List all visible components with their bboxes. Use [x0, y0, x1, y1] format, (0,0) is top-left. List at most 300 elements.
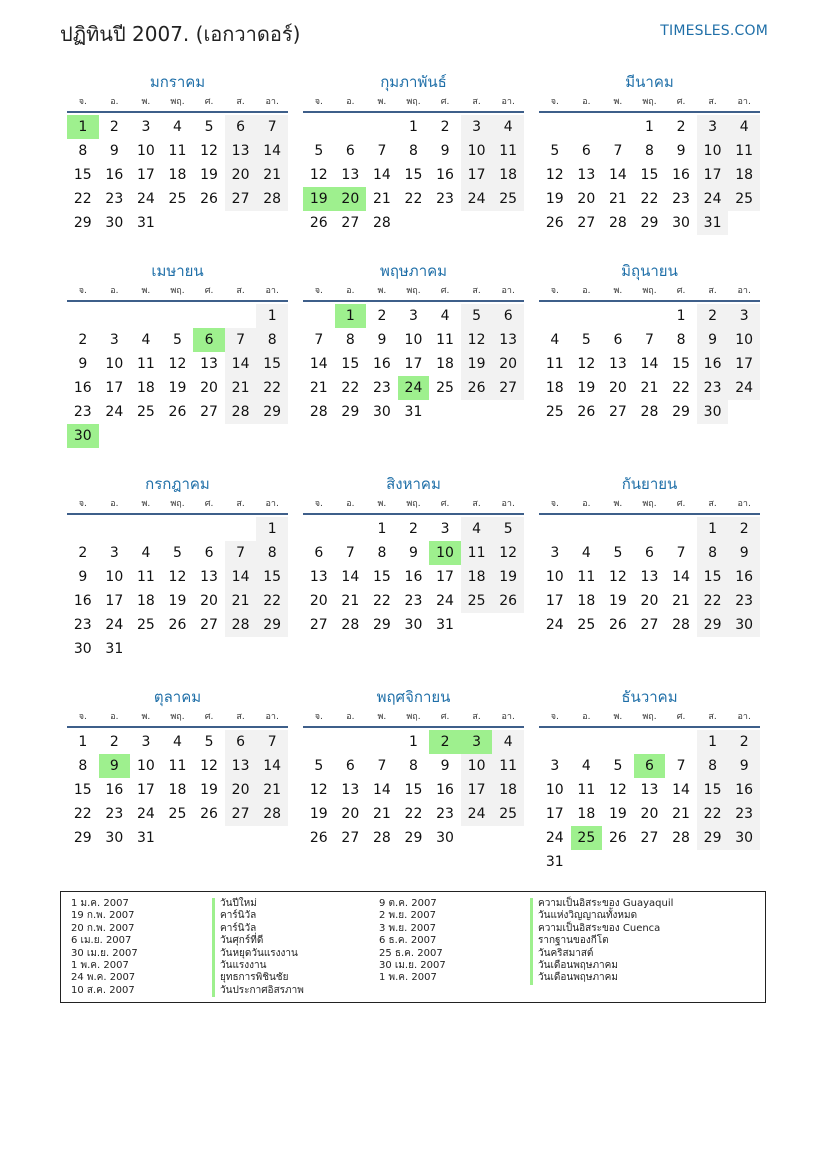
day-blank: [99, 517, 131, 541]
day-cell: 24: [105, 404, 124, 420]
holiday-day: 30: [67, 424, 99, 448]
day-cell: 11: [492, 754, 524, 778]
weekday-header: [303, 95, 524, 113]
weekday-header: [539, 95, 760, 113]
site-link[interactable]: TIMESLES.COM: [660, 23, 768, 39]
day-blank: [256, 637, 288, 661]
day-cell: 26: [461, 376, 493, 400]
day-cell: 13: [577, 167, 596, 183]
weekday-label: ส.: [236, 712, 245, 722]
day-cell: 11: [168, 143, 187, 159]
weekday-label: ส.: [236, 499, 245, 509]
day-cell: 20: [492, 352, 524, 376]
day-grid: [539, 115, 760, 235]
day-blank: [130, 517, 162, 541]
day-cell: 2: [377, 308, 387, 324]
day-blank: [303, 517, 335, 541]
day-cell: 25: [545, 404, 564, 420]
day-cell: 23: [697, 376, 729, 400]
day-cell: 12: [200, 143, 218, 159]
day-cell: 10: [404, 332, 423, 348]
day-blank: [162, 304, 194, 328]
day-blank: [461, 613, 493, 637]
day-cell: 13: [200, 569, 218, 585]
holiday-day: 6: [634, 754, 666, 778]
day-blank: [429, 400, 461, 424]
day-cell: 30: [728, 613, 760, 637]
day-cell: 18: [492, 163, 524, 187]
day-cell: 4: [492, 730, 524, 754]
day-cell: 6: [314, 545, 324, 561]
day-cell: 10: [697, 139, 729, 163]
weekday-label: ศ.: [440, 286, 450, 296]
holiday-date: 1 ม.ค. 2007: [71, 898, 129, 909]
weekday-label: ศ.: [204, 712, 214, 722]
day-cell: 8: [676, 332, 686, 348]
day-cell: 2: [440, 119, 450, 135]
day-blank: [665, 517, 697, 541]
day-blank: [130, 424, 162, 448]
day-blank: [728, 400, 760, 424]
holiday-name: วันคริสมาสต์: [530, 948, 673, 960]
day-cell: 5: [314, 143, 324, 159]
day-cell: 15: [404, 782, 423, 798]
day-cell: 13: [225, 139, 257, 163]
day-cell: 12: [492, 541, 524, 565]
day-cell: 31: [404, 404, 423, 420]
day-cell: 6: [492, 304, 524, 328]
day-blank: [728, 850, 760, 874]
day-cell: 12: [168, 569, 187, 585]
holiday-name: วันเดือนพฤษภาคม: [530, 972, 673, 984]
holiday-day: 3: [461, 730, 493, 754]
weekday-label: ศ.: [676, 712, 686, 722]
day-cell: 13: [640, 569, 659, 585]
day-blank: [130, 637, 162, 661]
day-cell: 13: [640, 782, 659, 798]
weekday-label: อ.: [582, 286, 591, 296]
holiday-dates-right: [379, 898, 446, 985]
weekday-label: ส.: [236, 286, 245, 296]
day-cell: 19: [168, 593, 187, 609]
day-cell: 15: [73, 167, 92, 183]
day-cell: 28: [672, 830, 690, 846]
day-cell: 13: [492, 328, 524, 352]
day-cell: 28: [372, 830, 391, 846]
day-blank: [162, 637, 194, 661]
day-grid: [67, 517, 288, 661]
day-cell: 24: [697, 187, 729, 211]
day-blank: [335, 115, 367, 139]
weekday-header: [539, 284, 760, 302]
holiday-day: 2: [429, 730, 461, 754]
weekday-label: ศ.: [676, 499, 686, 509]
day-blank: [67, 517, 99, 541]
day-blank: [492, 400, 524, 424]
day-cell: 4: [492, 115, 524, 139]
day-cell: 5: [581, 332, 591, 348]
day-cell: 9: [377, 332, 387, 348]
day-blank: [225, 826, 257, 850]
day-blank: [728, 211, 760, 235]
month-calendar: [303, 685, 524, 850]
weekday-label: อา.: [501, 499, 515, 509]
weekday-label: พ.: [613, 286, 623, 296]
day-blank: [539, 304, 571, 328]
day-cell: 19: [168, 380, 187, 396]
day-blank: [492, 826, 524, 850]
day-cell: 9: [728, 754, 760, 778]
day-grid: [539, 517, 760, 637]
day-cell: 19: [461, 352, 493, 376]
weekday-header: [303, 284, 524, 302]
day-cell: 22: [372, 593, 391, 609]
day-cell: 6: [225, 730, 257, 754]
day-cell: 14: [672, 782, 690, 798]
weekday-header: [67, 497, 288, 515]
day-cell: 24: [105, 617, 124, 633]
month-name: เมษายน: [151, 262, 204, 280]
day-cell: 17: [697, 163, 729, 187]
day-cell: 21: [672, 806, 690, 822]
day-cell: 7: [345, 545, 355, 561]
day-cell: 8: [409, 758, 418, 774]
holiday-list: [60, 891, 766, 1003]
day-cell: 7: [377, 758, 387, 774]
day-cell: 1: [409, 734, 418, 750]
weekday-label: พฤ.: [406, 499, 421, 509]
day-cell: 12: [168, 356, 187, 372]
day-cell: 17: [105, 593, 124, 609]
day-cell: 24: [545, 617, 564, 633]
day-cell: 5: [550, 143, 560, 159]
holiday-name: วันปีใหม่: [212, 898, 304, 910]
day-cell: 27: [341, 830, 360, 846]
day-cell: 8: [78, 143, 88, 159]
day-cell: 9: [440, 758, 450, 774]
day-cell: 16: [73, 380, 92, 396]
weekday-label: ศ.: [204, 97, 214, 107]
day-cell: 16: [436, 167, 454, 183]
holiday-name: ความเป็นอิสระของ Cuenca: [530, 923, 673, 935]
day-grid: [539, 730, 760, 874]
day-cell: 17: [461, 163, 493, 187]
day-cell: 16: [436, 782, 454, 798]
day-cell: 25: [577, 617, 596, 633]
day-cell: 21: [341, 593, 360, 609]
day-blank: [602, 115, 634, 139]
day-cell: 22: [73, 806, 92, 822]
weekday-label: พฤ.: [642, 286, 657, 296]
weekday-label: อ.: [346, 286, 355, 296]
day-cell: 11: [168, 758, 187, 774]
day-cell: 5: [492, 517, 524, 541]
day-cell: 28: [256, 802, 288, 826]
day-cell: 18: [577, 593, 596, 609]
day-blank: [225, 517, 257, 541]
day-cell: 15: [73, 782, 92, 798]
day-cell: 14: [640, 356, 659, 372]
day-cell: 8: [697, 541, 729, 565]
day-cell: 16: [728, 565, 760, 589]
day-blank: [571, 304, 603, 328]
day-cell: 1: [645, 119, 654, 135]
weekday-label: อ.: [582, 712, 591, 722]
day-cell: 17: [404, 356, 423, 372]
day-cell: 27: [200, 617, 218, 633]
day-cell: 14: [309, 356, 328, 372]
day-cell: 5: [204, 119, 214, 135]
day-cell: 27: [200, 404, 218, 420]
day-blank: [193, 304, 225, 328]
weekday-label: พฤ.: [406, 97, 421, 107]
weekday-label: อ.: [346, 712, 355, 722]
holiday-day: 20: [335, 187, 367, 211]
holiday-name: วันเดือนพฤษภาคม: [530, 960, 673, 972]
day-grid: [303, 730, 524, 850]
month-calendar: [539, 472, 760, 637]
day-cell: 1: [697, 517, 729, 541]
day-cell: 15: [256, 352, 288, 376]
day-cell: 30: [372, 404, 391, 420]
day-cell: 13: [200, 356, 218, 372]
day-cell: 10: [545, 782, 564, 798]
day-cell: 13: [309, 569, 328, 585]
day-blank: [193, 211, 225, 235]
day-cell: 25: [461, 589, 493, 613]
holiday-date: 10 ส.ค. 2007: [71, 984, 135, 996]
day-cell: 18: [545, 380, 564, 396]
day-cell: 27: [225, 187, 257, 211]
day-cell: 24: [436, 593, 454, 609]
day-cell: 29: [697, 613, 729, 637]
day-cell: 15: [672, 356, 690, 372]
day-cell: 23: [728, 589, 760, 613]
day-blank: [162, 424, 194, 448]
weekday-label: จ.: [78, 286, 87, 296]
day-cell: 19: [200, 167, 218, 183]
weekday-label: พฤ.: [642, 712, 657, 722]
month-name: กุมภาพันธ์: [380, 73, 447, 91]
day-cell: 23: [728, 802, 760, 826]
holiday-day: 25: [571, 826, 603, 850]
weekday-header: [67, 95, 288, 113]
weekday-label: อา.: [737, 499, 751, 509]
day-cell: 31: [697, 211, 729, 235]
day-cell: 21: [672, 593, 690, 609]
day-blank: [366, 115, 398, 139]
holiday-date: 6 เม.ย. 2007: [71, 935, 132, 947]
day-blank: [571, 115, 603, 139]
day-blank: [162, 517, 194, 541]
day-cell: 3: [409, 308, 418, 324]
holiday-day: 10: [429, 541, 461, 565]
weekday-label: ส.: [472, 712, 481, 722]
day-cell: 22: [256, 589, 288, 613]
day-cell: 1: [676, 308, 686, 324]
day-cell: 3: [440, 521, 450, 537]
day-cell: 29: [256, 613, 288, 637]
day-cell: 10: [105, 356, 124, 372]
day-cell: 25: [136, 617, 155, 633]
day-cell: 9: [440, 143, 450, 159]
day-cell: 30: [105, 830, 124, 846]
month-name: มีนาคม: [625, 73, 674, 91]
day-cell: 8: [697, 754, 729, 778]
day-cell: 7: [256, 730, 288, 754]
day-blank: [665, 850, 697, 874]
day-cell: 2: [676, 119, 686, 135]
day-cell: 9: [676, 143, 686, 159]
day-cell: 1: [256, 517, 288, 541]
day-cell: 30: [404, 617, 423, 633]
day-cell: 11: [545, 356, 564, 372]
day-cell: 11: [577, 569, 596, 585]
weekday-label: ส.: [708, 286, 717, 296]
day-blank: [602, 850, 634, 874]
weekday-label: พฤ.: [170, 97, 185, 107]
day-cell: 16: [697, 352, 729, 376]
weekday-label: จ.: [314, 499, 323, 509]
day-blank: [193, 826, 225, 850]
holiday-name: ยุทธการพิชินชัย: [212, 972, 304, 984]
day-cell: 13: [608, 356, 627, 372]
weekday-label: อา.: [737, 286, 751, 296]
day-blank: [256, 211, 288, 235]
day-blank: [539, 730, 571, 754]
day-cell: 19: [608, 593, 627, 609]
weekday-label: พ.: [141, 712, 151, 722]
day-cell: 21: [372, 806, 391, 822]
day-blank: [256, 826, 288, 850]
day-cell: 25: [492, 187, 524, 211]
day-cell: 11: [461, 541, 493, 565]
day-cell: 4: [728, 115, 760, 139]
weekday-header: [67, 710, 288, 728]
day-cell: 29: [640, 215, 659, 231]
day-cell: 26: [545, 215, 564, 231]
day-cell: 5: [314, 758, 324, 774]
weekday-label: ศ.: [204, 499, 214, 509]
holiday-names-left: [212, 898, 304, 997]
day-cell: 28: [225, 613, 257, 637]
day-cell: 14: [341, 569, 360, 585]
day-grid: [303, 304, 524, 424]
day-cell: 18: [492, 778, 524, 802]
day-blank: [67, 304, 99, 328]
holiday-name: คาร์นิวัล: [212, 910, 304, 922]
holiday-date: 1 พ.ค. 2007: [71, 960, 129, 972]
holiday-date: 24 พ.ค. 2007: [71, 972, 136, 984]
day-cell: 3: [697, 115, 729, 139]
day-cell: 18: [461, 565, 493, 589]
day-blank: [193, 637, 225, 661]
day-blank: [461, 400, 493, 424]
day-blank: [303, 115, 335, 139]
day-cell: 7: [676, 758, 686, 774]
day-cell: 17: [105, 380, 124, 396]
day-cell: 23: [105, 806, 124, 822]
weekday-label: ส.: [472, 286, 481, 296]
holiday-name: คาร์นิวัล: [212, 923, 304, 935]
day-cell: 1: [256, 304, 288, 328]
weekday-label: ศ.: [676, 286, 686, 296]
day-cell: 3: [141, 119, 151, 135]
holiday-day: 1: [335, 304, 367, 328]
weekday-label: ศ.: [440, 499, 450, 509]
holiday-date: 3 พ.ย. 2007: [379, 922, 436, 934]
day-cell: 11: [577, 782, 596, 798]
day-cell: 30: [672, 215, 690, 231]
day-cell: 15: [256, 565, 288, 589]
holiday-name: ความเป็นอิสระของ Guayaquil: [530, 898, 673, 910]
day-cell: 12: [461, 328, 493, 352]
weekday-label: อา.: [501, 286, 515, 296]
month-calendar: [303, 259, 524, 424]
day-cell: 22: [73, 191, 92, 207]
day-cell: 7: [377, 143, 387, 159]
day-cell: 22: [404, 806, 423, 822]
holiday-date: 2 พ.ย. 2007: [379, 910, 436, 922]
day-cell: 28: [256, 187, 288, 211]
holiday-names-right: [530, 898, 673, 985]
day-blank: [461, 826, 493, 850]
day-cell: 16: [728, 778, 760, 802]
day-cell: 23: [672, 191, 690, 207]
weekday-label: พฤ.: [170, 712, 185, 722]
weekday-label: อา.: [737, 712, 751, 722]
day-blank: [665, 730, 697, 754]
day-cell: 23: [372, 380, 391, 396]
weekday-label: พฤ.: [406, 286, 421, 296]
day-cell: 22: [640, 191, 659, 207]
day-grid: [67, 730, 288, 850]
weekday-label: พฤ.: [170, 286, 185, 296]
weekday-label: อา.: [737, 97, 751, 107]
day-cell: 20: [200, 380, 218, 396]
day-cell: 12: [309, 782, 328, 798]
day-cell: 22: [256, 376, 288, 400]
weekday-label: ส.: [472, 97, 481, 107]
weekday-label: จ.: [78, 499, 87, 509]
weekday-label: พฤ.: [170, 499, 185, 509]
weekday-label: อา.: [265, 712, 279, 722]
weekday-label: อา.: [501, 97, 515, 107]
day-cell: 8: [345, 332, 355, 348]
day-cell: 31: [136, 830, 155, 846]
day-cell: 30: [73, 641, 92, 657]
day-blank: [492, 613, 524, 637]
page-title: ปฏิทินปี 2007. (เอกวาดอร์): [60, 22, 301, 46]
day-cell: 17: [545, 593, 564, 609]
day-cell: 17: [461, 778, 493, 802]
month-name: สิงหาคม: [386, 475, 441, 493]
day-cell: 11: [492, 139, 524, 163]
month-name: กรกฎาคม: [145, 475, 210, 493]
day-cell: 11: [136, 569, 155, 585]
month-calendar: [67, 472, 288, 661]
day-cell: 31: [545, 854, 564, 870]
holiday-day: 6: [193, 328, 225, 352]
day-cell: 26: [577, 404, 596, 420]
holiday-name: วันแรงงาน: [212, 960, 304, 972]
weekday-label: ส.: [708, 499, 717, 509]
day-cell: 18: [136, 593, 155, 609]
weekday-label: จ.: [314, 286, 323, 296]
day-cell: 23: [436, 806, 454, 822]
day-cell: 23: [73, 404, 92, 420]
day-cell: 9: [78, 569, 88, 585]
